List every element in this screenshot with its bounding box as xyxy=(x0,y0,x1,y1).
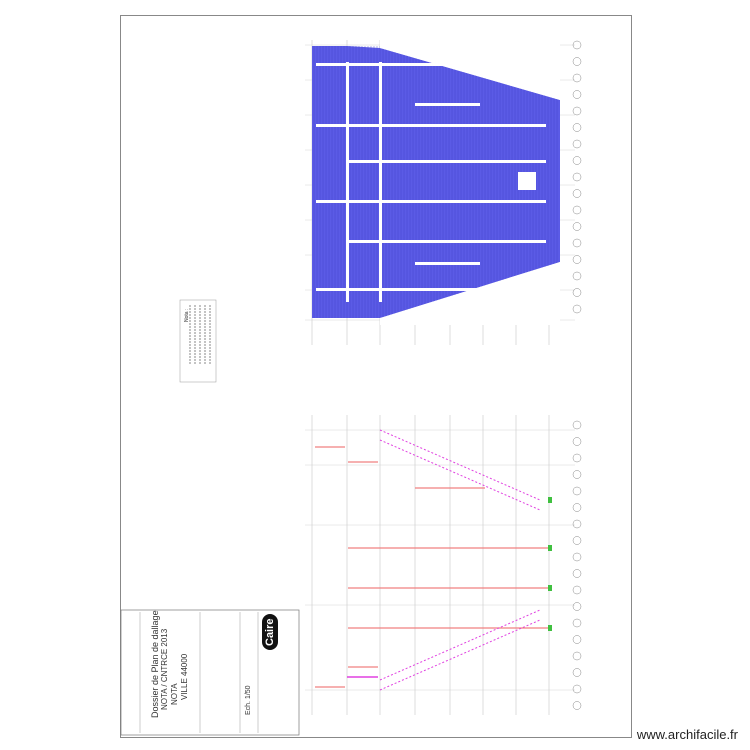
beam-gap xyxy=(379,62,382,302)
project-city: VILLE 44000 xyxy=(180,653,189,700)
project-ref: NOTA / CNTRCE 2013 xyxy=(160,628,169,710)
beam-gap xyxy=(316,200,546,203)
beam-gap xyxy=(346,62,349,302)
axis-marker xyxy=(573,223,581,231)
axis-marker xyxy=(573,669,581,677)
beam-gap xyxy=(316,124,546,127)
axis-marker xyxy=(573,74,581,82)
axis-marker xyxy=(573,91,581,99)
opening xyxy=(518,172,536,190)
axis-marker xyxy=(573,239,581,247)
axis-marker xyxy=(573,636,581,644)
support-marker xyxy=(548,625,552,631)
beam-gap xyxy=(346,160,546,163)
beam-gap xyxy=(346,240,546,243)
support-marker xyxy=(548,497,552,503)
axis-marker xyxy=(573,603,581,611)
axis-marker xyxy=(573,140,581,148)
axis-marker xyxy=(573,471,581,479)
support-marker xyxy=(548,545,552,551)
project-title: Dossier de Plan de dallage xyxy=(150,610,160,718)
axis-marker xyxy=(573,619,581,627)
axis-marker xyxy=(573,305,581,313)
axis-marker xyxy=(573,58,581,66)
axis-marker xyxy=(573,272,581,280)
axis-marker xyxy=(573,652,581,660)
axis-marker xyxy=(573,173,581,181)
support-marker xyxy=(548,585,552,591)
axis-marker xyxy=(573,537,581,545)
axis-marker xyxy=(573,702,581,710)
axis-marker xyxy=(573,256,581,264)
axis-marker xyxy=(573,685,581,693)
axis-marker xyxy=(573,157,581,165)
beam-gap xyxy=(415,262,480,265)
company-logo: Caire xyxy=(262,614,278,650)
beam-gap xyxy=(415,103,480,106)
axis-marker xyxy=(573,520,581,528)
axis-marker xyxy=(573,289,581,297)
project-lot: NOTA xyxy=(170,683,179,705)
axis-marker xyxy=(573,553,581,561)
axis-marker xyxy=(573,570,581,578)
legend-title: Nota : xyxy=(184,308,190,322)
axis-marker xyxy=(573,487,581,495)
axis-marker xyxy=(573,438,581,446)
watermark: www.archifacile.fr xyxy=(636,727,738,742)
axis-marker xyxy=(573,421,581,429)
axis-marker xyxy=(573,124,581,132)
axis-marker xyxy=(573,206,581,214)
beam-gap xyxy=(316,63,546,66)
axis-marker xyxy=(573,190,581,198)
scale-label: Ech. 1/50 xyxy=(245,685,252,715)
axis-marker xyxy=(573,586,581,594)
axis-marker xyxy=(573,107,581,115)
beam-gap xyxy=(316,288,546,291)
axis-marker xyxy=(573,504,581,512)
axis-marker xyxy=(573,454,581,462)
